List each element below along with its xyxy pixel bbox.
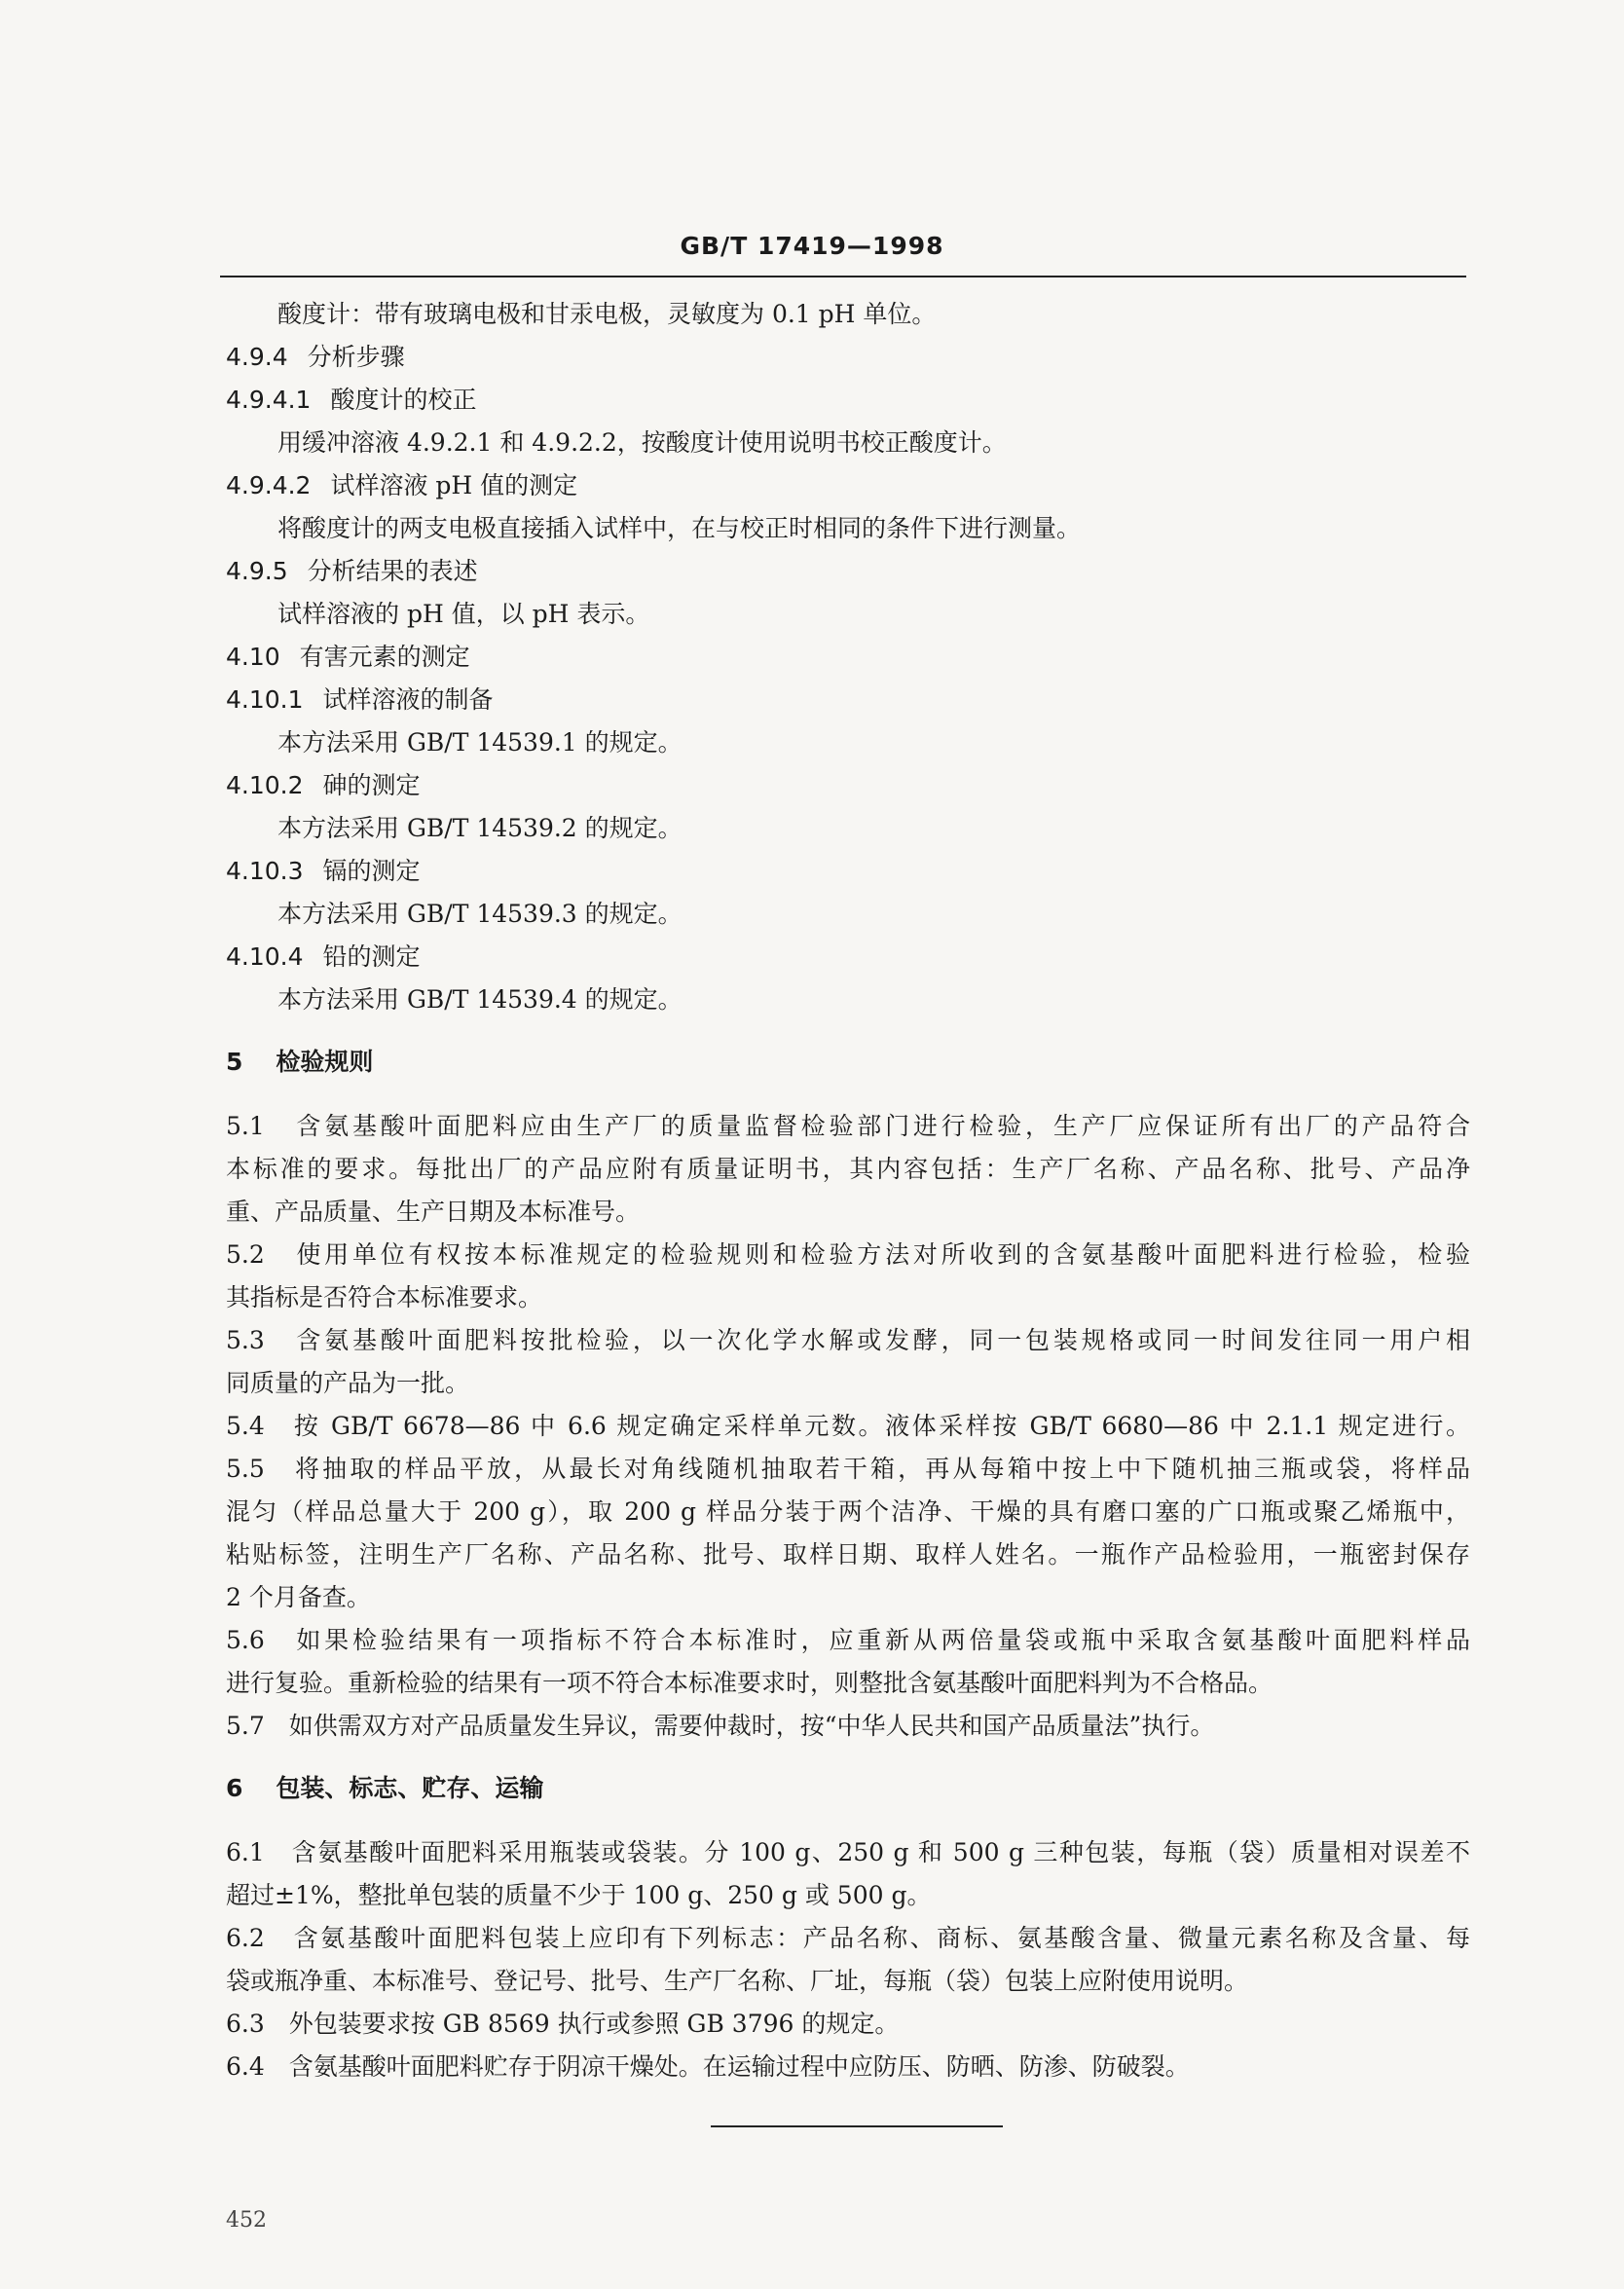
paragraph-line: 5.2 使用单位有权按本标准规定的检验规则和检验方法对所收到的含氨基酸叶面肥料进行检验，检验 [226,1240,1470,1269]
paragraph-line: 2 个月备查。 [226,1583,371,1611]
paragraph-line: 5.7 如供需双方对产品质量发生异议，需要仲裁时，按“中华人民共和国产品质量法”执行。 [226,1712,1215,1740]
paragraph-line: 超过±1%，整批单包装的质量不少于 100 g、250 g 或 500 g。 [226,1881,932,1909]
clause-heading: 4.10.1 试样溶液的制备 [226,685,494,714]
clause-heading: 4.9.4.1 酸度计的校正 [226,386,477,414]
paragraph-line: 袋或瓶净重、本标准号、登记号、批号、生产厂名称、厂址，每瓶（袋）包装上应附使用说明。 [226,1967,1249,1995]
paragraph-line: 同质量的产品为一批。 [226,1369,470,1397]
paragraph-line: 其指标是否符合本标准要求。 [226,1283,543,1311]
clause-heading: 4.10.3 镉的测定 [226,857,421,885]
paragraph-line: 重、产品质量、生产日期及本标准号。 [226,1198,641,1226]
clause-heading: 4.9.5 分析结果的表述 [226,557,478,585]
clause-heading: 4.9.4.2 试样溶液 pH 值的测定 [226,471,578,499]
paragraph-line: 5.1 含氨基酸叶面肥料应由生产厂的质量监督检验部门进行检验，生产厂应保证所有出厂的产品符合 [226,1112,1470,1140]
paragraph-line: 粘贴标签，注明生产厂名称、产品名称、批号、取样日期、取样人姓名。一瓶作产品检验用，一瓶密封保存 [226,1540,1470,1569]
paragraph-line: 5.6 如果检验结果有一项指标不符合本标准时，应重新从两倍量袋或瓶中采取含氨基酸叶面肥料样品 [226,1626,1470,1654]
text-line: 将酸度计的两支电极直接插入试样中，在与校正时相同的条件下进行测量。 [277,514,1082,542]
section-heading: 5 检验规则 [226,1048,374,1076]
paragraph-line: 5.4 按 GB/T 6678—86 中 6.6 规定确定采样单元数。液体采样按 GB/T 6680—86 中 2.1.1 规定进行。 [226,1412,1470,1440]
text-line: 本方法采用 GB/T 14539.3 的规定。 [277,900,683,928]
section-heading: 6 包装、标志、贮存、运输 [226,1774,544,1802]
paragraph-line: 6.1 含氨基酸叶面肥料采用瓶装或袋装。分 100 g、250 g 和 500 g 三种包装，每瓶（袋）质量相对误差不 [226,1838,1470,1866]
clause-heading: 4.10.2 砷的测定 [226,771,421,799]
clause-heading: 4.9.4 分析步骤 [226,343,405,371]
text-line: 试样溶液的 pH 值，以 pH 表示。 [277,600,650,628]
text-line: 本方法采用 GB/T 14539.4 的规定。 [277,985,683,1014]
text-line: 本方法采用 GB/T 14539.2 的规定。 [277,814,683,842]
paragraph-line: 本标准的要求。每批出厂的产品应附有质量证明书，其内容包括：生产厂名称、产品名称、批号、产品净 [226,1155,1470,1183]
page-header: GB/T 17419—1998 [680,232,944,260]
paragraph-line: 进行复验。重新检验的结果有一项不符合本标准要求时，则整批含氨基酸叶面肥料判为不合格品。 [226,1669,1273,1697]
text-line: 酸度计：带有玻璃电极和甘汞电极，灵敏度为 0.1 pH 单位。 [277,300,937,328]
text-line: 本方法采用 GB/T 14539.1 的规定。 [277,728,683,757]
clause-heading: 4.10.4 铅的测定 [226,942,421,971]
paragraph-line: 5.5 将抽取的样品平放，从最长对角线随机抽取若干箱，再从每箱中按上中下随机抽三瓶或袋，将样品 [226,1455,1470,1483]
page-number: 452 [226,2208,267,2233]
text-line: 用缓冲溶液 4.9.2.1 和 4.9.2.2，按酸度计使用说明书校正酸度计。 [277,428,1007,457]
header-rule [220,276,1466,277]
paragraph-line: 6.3 外包装要求按 GB 8569 执行或参照 GB 3796 的规定。 [226,2010,900,2038]
clause-heading: 4.10 有害元素的测定 [226,643,470,671]
paragraph-line: 5.3 含氨基酸叶面肥料按批检验，以一次化学水解或发酵，同一包装规格或同一时间发往同一用户相 [226,1326,1470,1354]
paragraph-line: 混匀（样品总量大于 200 g），取 200 g 样品分装于两个洁净、干燥的具有磨口塞的广口瓶或聚乙烯瓶中， [226,1497,1470,1526]
paragraph-line: 6.4 含氨基酸叶面肥料贮存于阴凉干燥处。在运输过程中应防压、防晒、防渗、防破裂。 [226,2052,1190,2081]
paragraph-line: 6.2 含氨基酸叶面肥料包装上应印有下列标志：产品名称、商标、氨基酸含量、微量元素名称及含量、每 [226,1924,1470,1952]
end-rule [711,2125,1003,2127]
